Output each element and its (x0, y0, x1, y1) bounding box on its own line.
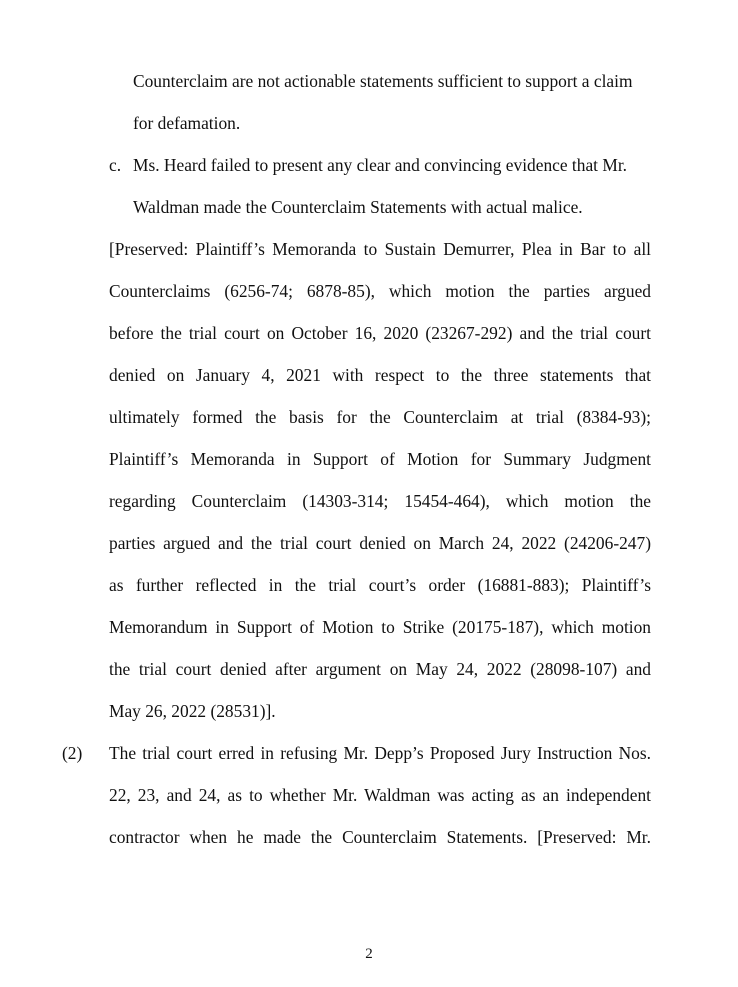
text-line: before the trial court on October 16, 2020 (23267-292) and the trial court (109, 323, 651, 343)
text-line: denied on January 4, 2021 with respect to the three statements that (109, 365, 651, 385)
page-number: 2 (365, 946, 373, 962)
text-line: [Preserved: Plaintiff’s Memoranda to Sustain Demurrer, Plea in Bar to all (109, 239, 651, 259)
text-line: as further reflected in the trial court’s order (16881-883); Plaintiff’s (109, 575, 651, 595)
text-line: ultimately formed the basis for the Counterclaim at trial (8384-93); (109, 407, 651, 427)
text-line: 22, 23, and 24, as to whether Mr. Waldman was acting as an independent (109, 785, 651, 805)
text-line: Counterclaim are not actionable statements sufficient to support a claim (133, 71, 633, 91)
text-line: parties argued and the trial court denied on March 24, 2022 (24206-247) (109, 533, 651, 553)
text-line: for defamation. (133, 113, 241, 133)
text-line: Ms. Heard failed to present any clear and convincing evidence that Mr. (133, 155, 628, 175)
text-line: May 26, 2022 (28531)]. (109, 701, 276, 721)
text-line: Counterclaims (6256-74; 6878-85), which motion the parties argued (109, 281, 651, 301)
text-line: Memorandum in Support of Motion to Strike (20175-187), which motion (109, 617, 651, 637)
text-line: Plaintiff’s Memoranda in Support of Motion for Summary Judgment (109, 449, 651, 469)
list-marker-c: c. (109, 155, 122, 175)
text-line: the trial court denied after argument on May 24, 2022 (28098-107) and (109, 659, 651, 679)
text-line: regarding Counterclaim (14303-314; 15454-464), which motion the (109, 491, 651, 511)
text-line: The trial court erred in refusing Mr. Depp’s Proposed Jury Instruction Nos. (109, 743, 651, 763)
text-line: contractor when he made the Counterclaim Statements. [Preserved: Mr. (109, 827, 651, 847)
text-line: Waldman made the Counterclaim Statements with actual malice. (133, 197, 583, 217)
list-marker-2: (2) (62, 743, 83, 763)
